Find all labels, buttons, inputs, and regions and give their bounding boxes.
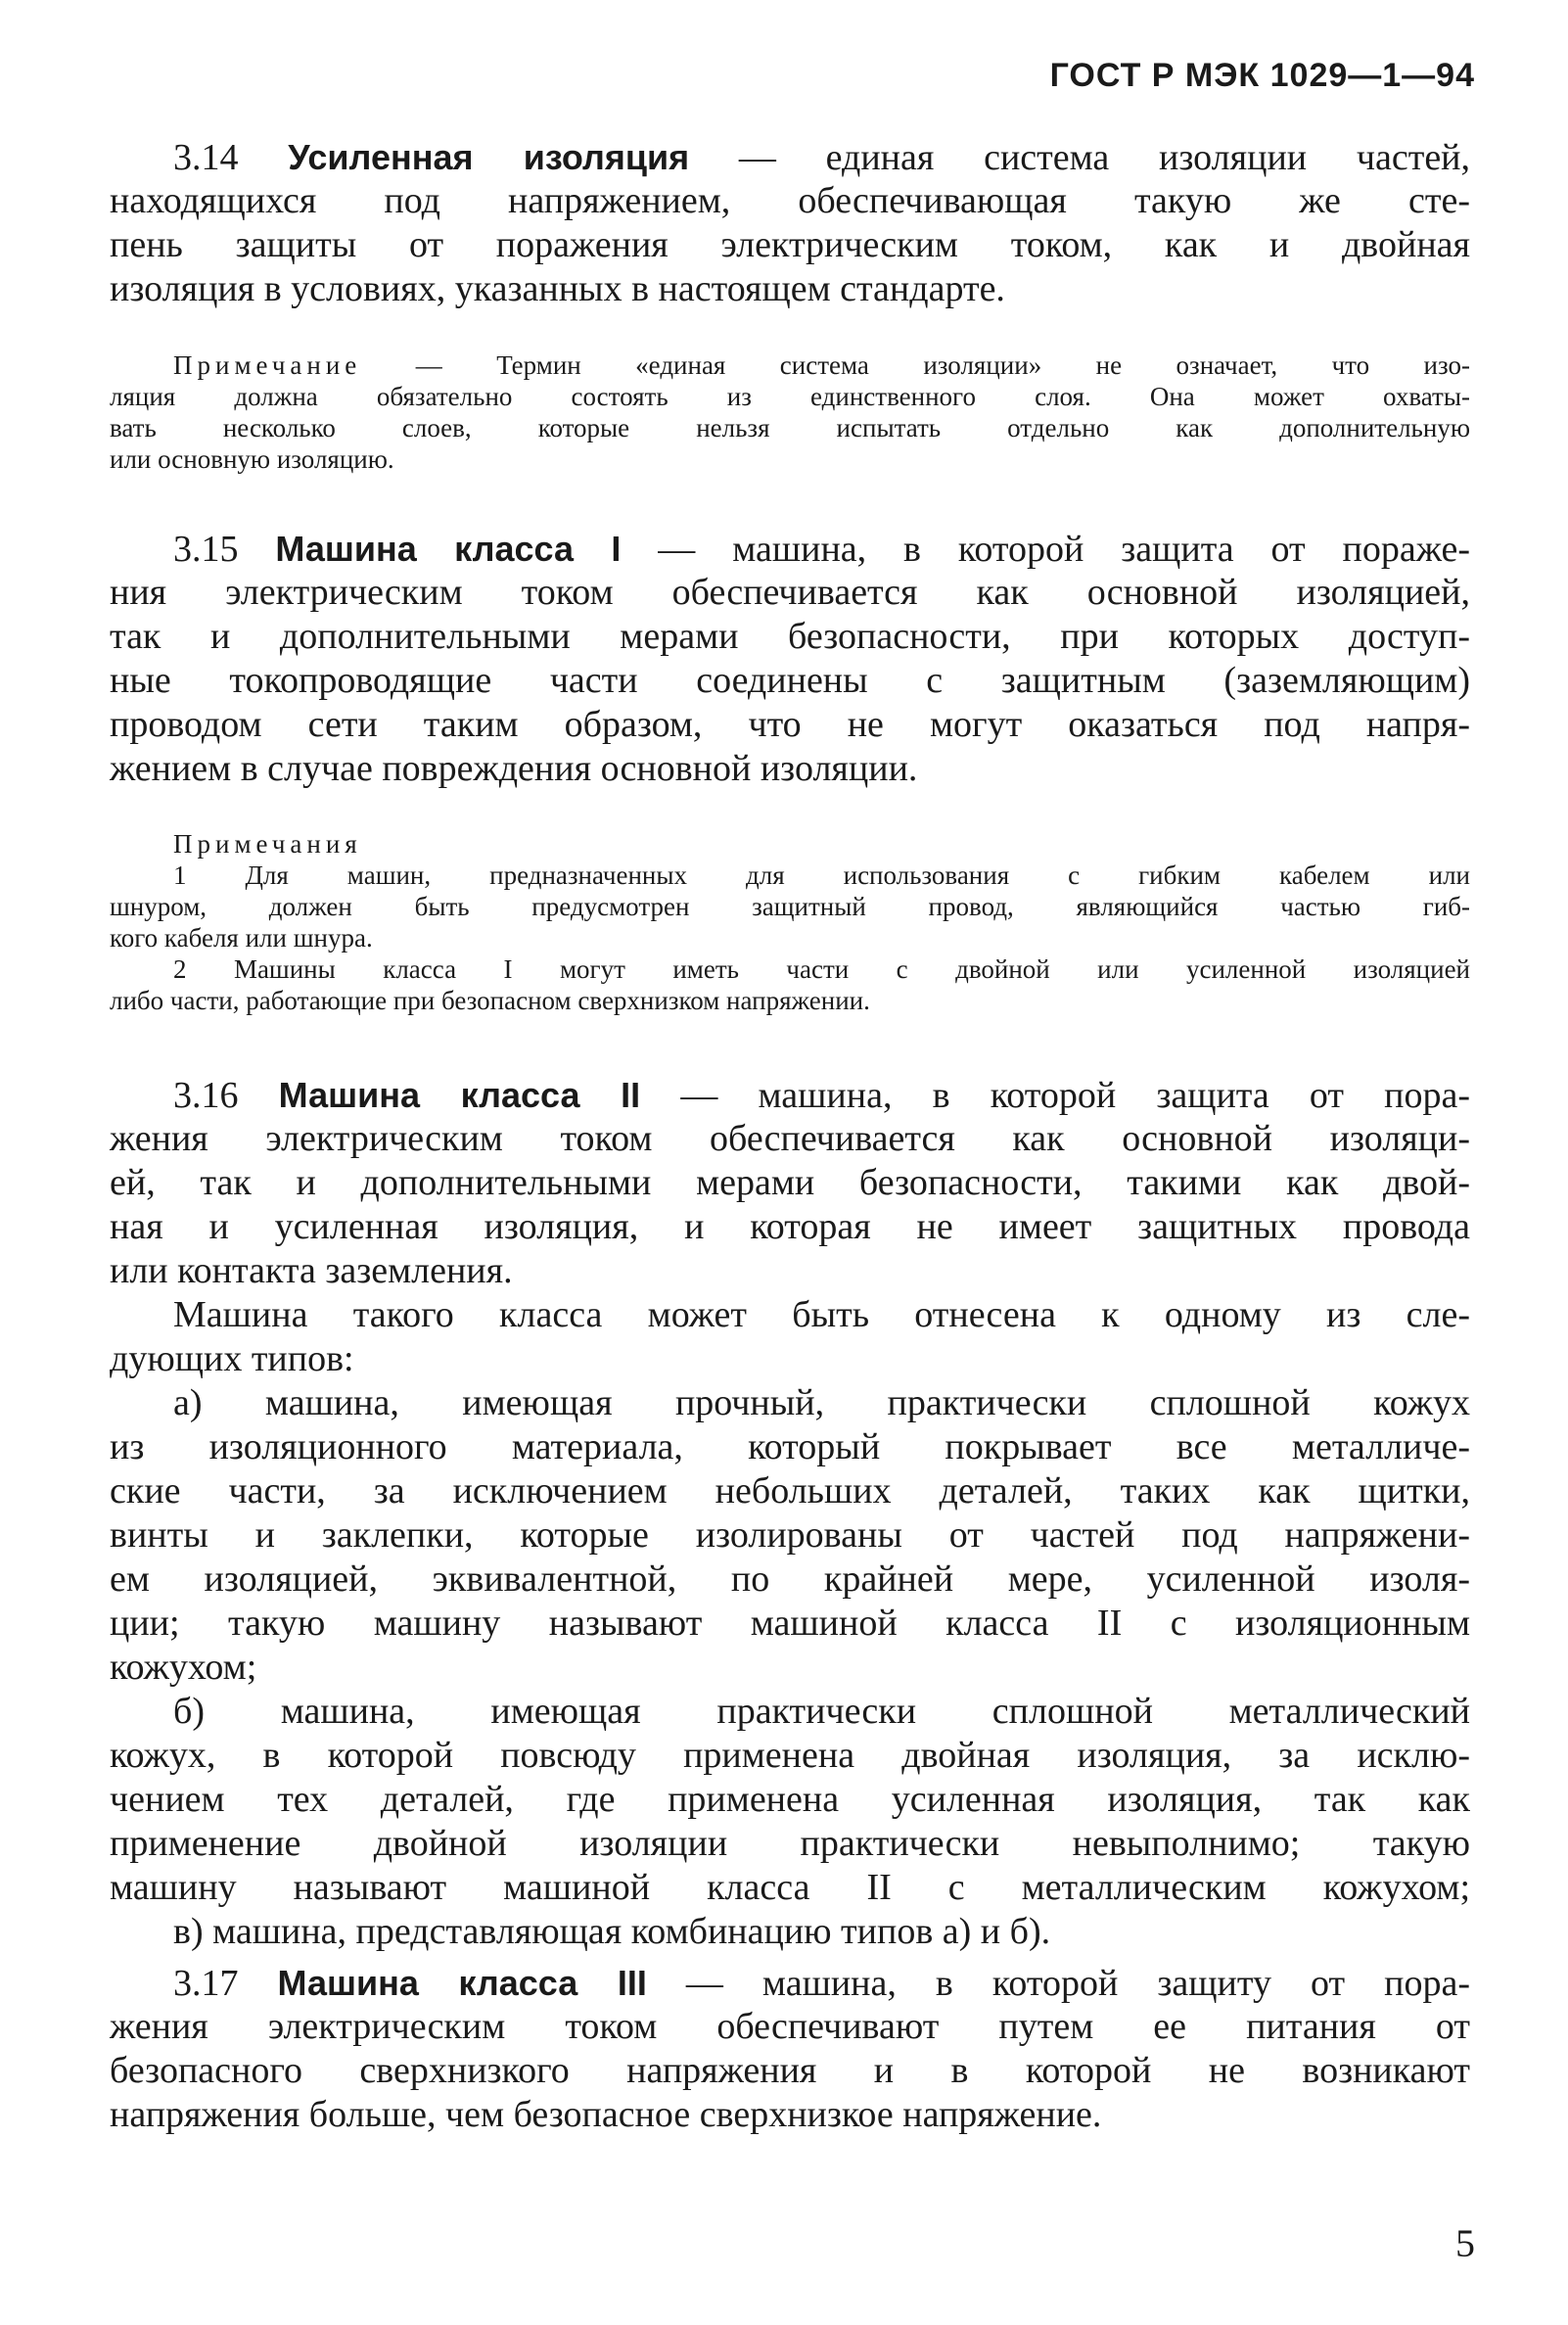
section-line: или контакта заземления. [110,1250,513,1291]
section-line: ные токопроводящие части соединены с защитным (заземляющим) [110,660,1470,701]
section-line: дующих типов: [110,1338,354,1379]
note-line: 1 Для машин, предназначенных для использования с гибким кабелем или [173,860,1470,890]
section-term: Усиленная изоляция [288,137,690,177]
note-line: либо части, работающие при безопасном сверхнизком напряжении. [110,986,870,1015]
section-text: — машина, в которой защита от пораже- [621,529,1471,570]
section-line: жением в случае повреждения основной изоляции. [110,748,918,789]
section-number: 3.15 [173,529,276,570]
note-line: 2 Машины класса I могут иметь части с двойной или усиленной изоляцией [173,954,1470,984]
section-line [110,1073,1470,1117]
section-text: — машина, в которой защита от пора- [640,1075,1470,1116]
note-text: — Термин «единая система изоляции» не означает, что изо- [361,350,1470,380]
section-line: жения электрическим током обеспечивается как основной изоляци- [110,1118,1470,1159]
note-3-14 [110,349,1470,475]
section-line: жения электрическим током обеспечивают путем ее питания от [110,2006,1470,2047]
section-line: ские части, за исключением небольших деталей, таких как щитки, [110,1470,1470,1511]
list-item-c: в) машина, представляющая комбинацию типов а) и б). [173,1911,1051,1952]
section-line: из изоляционного материала, который покрывает все металличе- [110,1426,1470,1467]
section-line [110,527,1470,571]
list-item-a: а) машина, имеющая прочный, практически сплошной кожух [173,1382,1470,1423]
section-line: ции; такую машину называют машиной класса II с изоляционным [110,1603,1470,1644]
section-number: 3.17 [173,1963,278,2004]
section-text: — машина, в которой защиту от пора- [646,1963,1471,2004]
section-number: 3.16 [173,1075,279,1116]
section-line [110,1961,1470,2005]
note-line [110,349,1470,381]
notes-label [110,828,1470,860]
section-3-17 [110,1961,1470,2137]
section-line: пень защиты от поражения электрическим током, как и двойная [110,224,1470,265]
section-term: Машина класса II [278,1075,641,1115]
section-line: кожухом; [110,1647,257,1688]
section-line: напряжения больше, чем безопасное сверхнизкое напряжение. [110,2094,1102,2135]
section-line: кожух, в которой повсюду применена двойная изоляция, за исклю- [110,1735,1470,1776]
section-line: чением тех деталей, где применена усиленная изоляция, так как [110,1779,1470,1820]
section-3-14 [110,135,1470,311]
section-line: безопасного сверхнизкого напряжения и в которой не возникают [110,2050,1470,2091]
notes-label-text: Примечания [173,829,362,859]
notes-3-15 [110,828,1470,1016]
section-line: проводом сети таким образом, что не могут оказаться под напря- [110,704,1470,745]
note-line: ляция должна обязательно состоять из единственного слоя. Она может охваты- [110,382,1470,411]
section-line: ния электрическим током обеспечивается как основной изоляцией, [110,572,1470,613]
section-line: ей, так и дополнительными мерами безопасности, такими как двой- [110,1162,1470,1203]
section-text: — единая система изоляции частей, [689,137,1471,178]
note-line: или основную изоляцию. [110,444,394,474]
note-line: шнуром, должен быть предусмотрен защитный провод, являющийся частью гиб- [110,892,1470,921]
list-item-b: б) машина, имеющая практически сплошной металлический [173,1691,1470,1732]
section-line: ем изоляцией, эквивалентной, по крайней мере, усиленной изоля- [110,1558,1470,1600]
section-line: находящихся под напряжением, обеспечивающая такую же сте- [110,180,1470,221]
note-label: Примечание [173,350,362,380]
note-line: вать несколько слоев, которые нельзя испытать отдельно как дополнительную [110,413,1470,442]
section-term: Машина класса III [277,1963,647,2003]
section-term: Машина класса I [275,529,622,569]
section-line: винты и заклепки, которые изолированы от частей под напряжени- [110,1514,1470,1556]
section-3-15 [110,527,1470,791]
section-line: изоляция в условиях, указанных в настоящем стандарте. [110,268,1005,309]
section-line: Машина такого класса может быть отнесена к одному из сле- [173,1294,1470,1335]
section-line: ная и усиленная изоляция, и которая не имеет защитных провода [110,1206,1470,1247]
section-line: применение двойной изоляции практически невыполнимо; такую [110,1823,1470,1864]
note-line: кого кабеля или шнура. [110,923,373,953]
section-number: 3.14 [173,137,289,178]
section-line: машину называют машиной класса II с металлическим кожухом; [110,1867,1470,1908]
section-3-16 [110,1073,1470,1954]
section-line [110,135,1470,179]
section-line: так и дополнительными мерами безопасности, при которых доступ- [110,616,1470,657]
page-number: 5 [1455,2221,1475,2265]
document-header: ГОСТ Р МЭК 1029—1—94 [1049,57,1475,94]
